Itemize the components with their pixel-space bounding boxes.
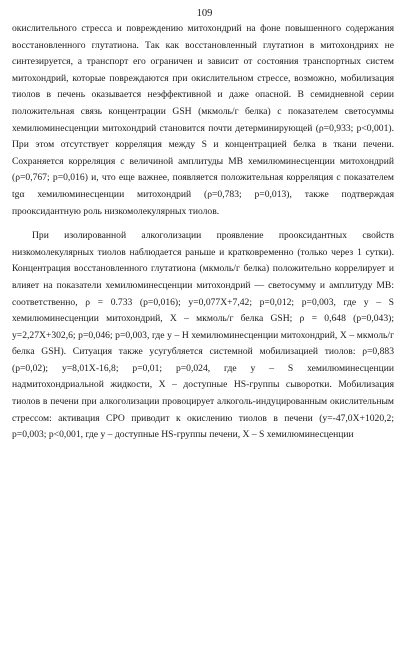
body-text [12, 21, 394, 444]
page-number: 109 [196, 8, 213, 19]
paragraph-1: окислительного стресса и повреждению митохондрий на фоне повышенного содержания восстановленного глутатиона. Так как восстановленный глутатион в митохондриях не синтезируется, а транспорт его ограничен и зависит от состояния транспортных систем митохондрий, которые повреждаются при окислительном стрессе, возможно, мобилизация тиолов в печень оказывается неэффективной и даже опасной. В семидневной серии положительная связь концентрации GSH (мкмоль/г белка) с показателем светосуммы хемилюминесценции митохондрий становится почти детерминирующей (ρ=0,933; p<0,001). При этом отсутствует корреляция между S и концентрацией белка в ткани печени. Сохраняется корреляция с величиной амплитуды МВ хемилюминесценции митохондрий (ρ=0,767; p=0,016) и, что еще важнее, появляется положительная корреляция с показателем tgα хемилюминесценции митохондрий (ρ=0,783; p=0,013), также подтверждая прооксидантную роль низкомолекулярных тиолов. [12, 23, 394, 217]
paragraph-2: При изолированной алкоголизации проявление прооксидантных свойств низкомолекулярных тиолов наблюдается раньше и кратковременно (только через 1 сутки). Концентрация восстановленного глутатиона (мкмоль/г белка) положительно коррелирует и влияет на показатели хемилюминесценции митохондрий — светосумму и амплитуду МВ: соответственно, ρ = 0.733 (p=0,016); y=0,077X+7,42; p=0,012; p=0,003, где y – S хемилюминесценции митохондрий, X – мкмоль/г белка GSH; ρ = 0,648 (p=0,043); y=2,27X+302,6; p=0,046; p=0,003, где y – H хемилюминесценции митохондрий, X – мкмоль/г белка GSH). Ситуация также усугубляется системной мобилизацией тиолов: ρ=0,883 (p=0,02); y=8,01X-16,8; p=0,01; p=0,024, где y – S хемилюминесценции надмитохондриальной жидкости, X – доступные HS-группы сыворотки. Мобилизация тиолов в печени при алкоголизации провоцирует алкоголь-индуцированным окислительным стрессом: активация СРО приводит к окислению тиолов в печени (y=-47,0X+1020,2; p=0,003; p<0,001, где y – доступные HS-группы печени, X – S хемилюминесценции [12, 230, 394, 441]
